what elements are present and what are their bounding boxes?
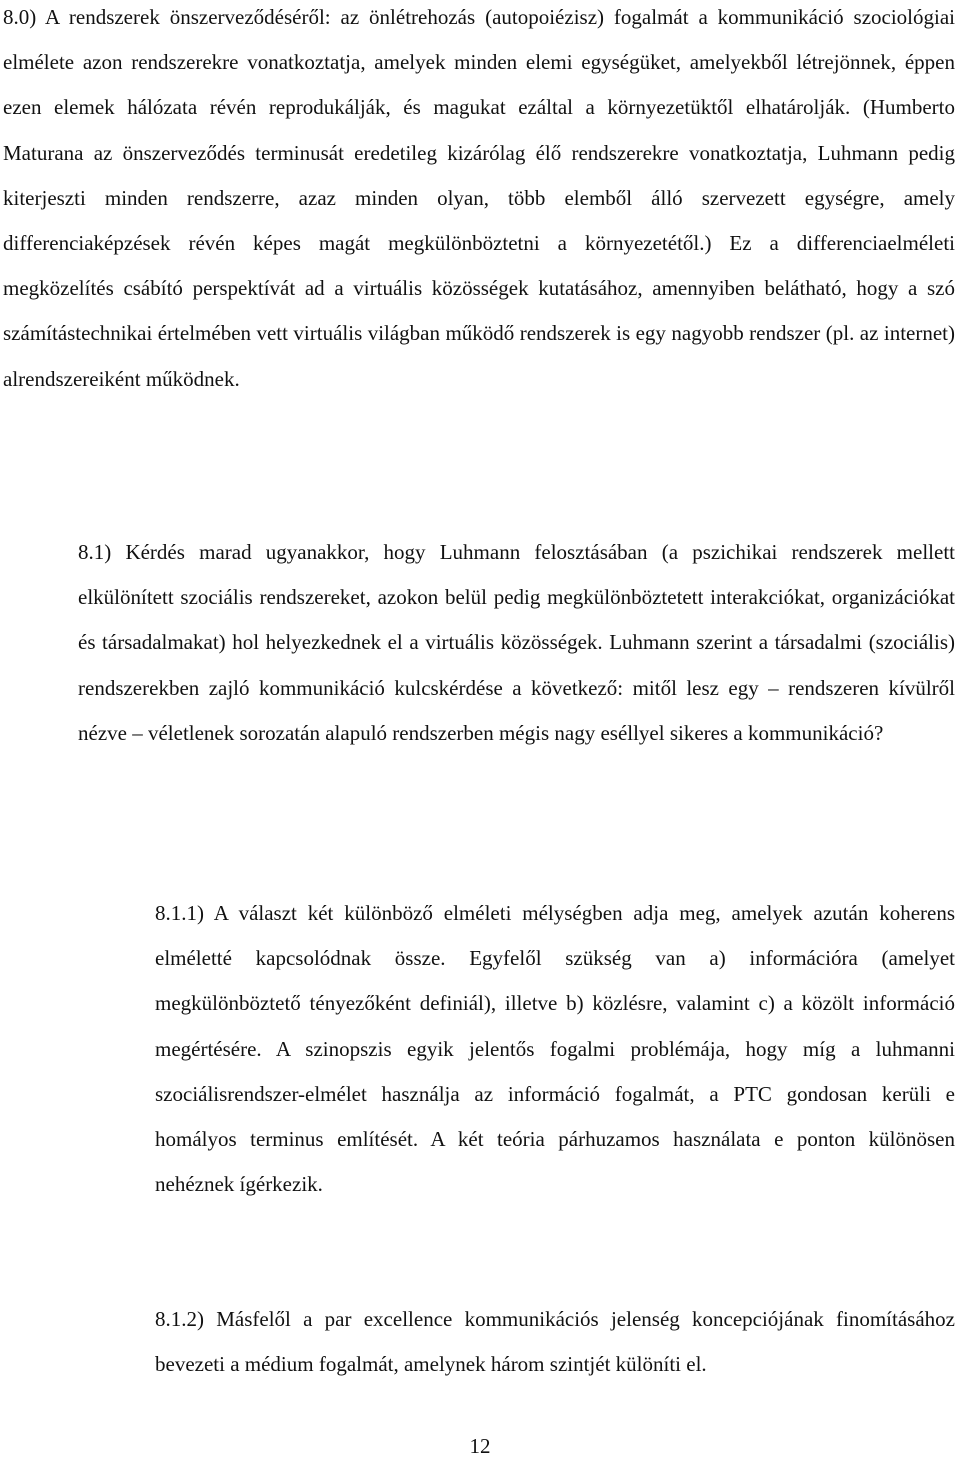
paragraph-8-1-1: 8.1.1) A választ két különböző elméleti mélységben adja meg, amelyek azután koherens elméletté kapcsolódnak össze. Egyfelől szükség van a) információra (amelyet megkülönböztető tényezőként definiál), illetve b) közlésre, valamint c) a közölt információ megértésére. A szinopszis egyik jelentős fogalmi problémája, hogy míg a luhmanni szociálisrendszer-elmélet használja az információ fogalmát, a PTC gondosan kerüli e homályos terminus említését. A két teória párhuzamos használata e ponton különösen nehéznek ígérkezik.	[155, 901, 955, 1197]
paragraph-8-1-2: 8.1.2) Másfelől a par excellence kommunikációs jelenség koncepciójának finomításához bevezeti a médium fogalmát, amelynek három szintjét különíti el.	[155, 1307, 955, 1377]
paragraph-8-0: 8.0) A rendszerek önszerveződéséről: az önlétrehozás (autopoiézisz) fogalmát a kommunikáció szociológiai elmélete azon rendszerekre vonatkoztatja, amelyek minden elemi egységüket, amelyekből létrejönnek, éppen ezen elemek hálózata révén reprodukálják, és magukat ezáltal a környezetüktől elhatárolják. (Humberto Maturana az önszerveződés terminusát eredetileg kizárólag élő rendszerekre vonatkoztatja, Luhmann pedig kiterjeszti minden rendszerre, azaz minden olyan, több elemből álló szervezett egységre, amely differenciaképzések révén képes magát megkülönböztetni a környezetétől.) Ez a differenciaelméleti megközelítés csábító perspektívát ad a virtuális közösségek kutatásához, amennyiben belátható, hogy a szó számítástechnikai értelmében vett virtuális világban működő rendszerek is egy nagyobb rendszer (pl. az internet) alrendszereiként működnek.	[3, 5, 955, 391]
paragraph-8-1: 8.1) Kérdés marad ugyanakkor, hogy Luhmann felosztásában (a pszichikai rendszerek mellett elkülönített szociális rendszereket, azokon belül pedig megkülönböztetett interakciókat, organizációkat és társadalmakat) hol helyezkednek el a virtuális közösségek. Luhmann szerint a társadalmi (szociális) rendszerekben zajló kommunikáció kulcskérdése a következő: mitől lesz egy – rendszeren kívülről nézve – véletlenek sorozatán alapuló rendszerben mégis nagy eséllyel sikeres a kommunikáció?	[78, 540, 955, 745]
page-number: 12	[469, 1434, 491, 1458]
